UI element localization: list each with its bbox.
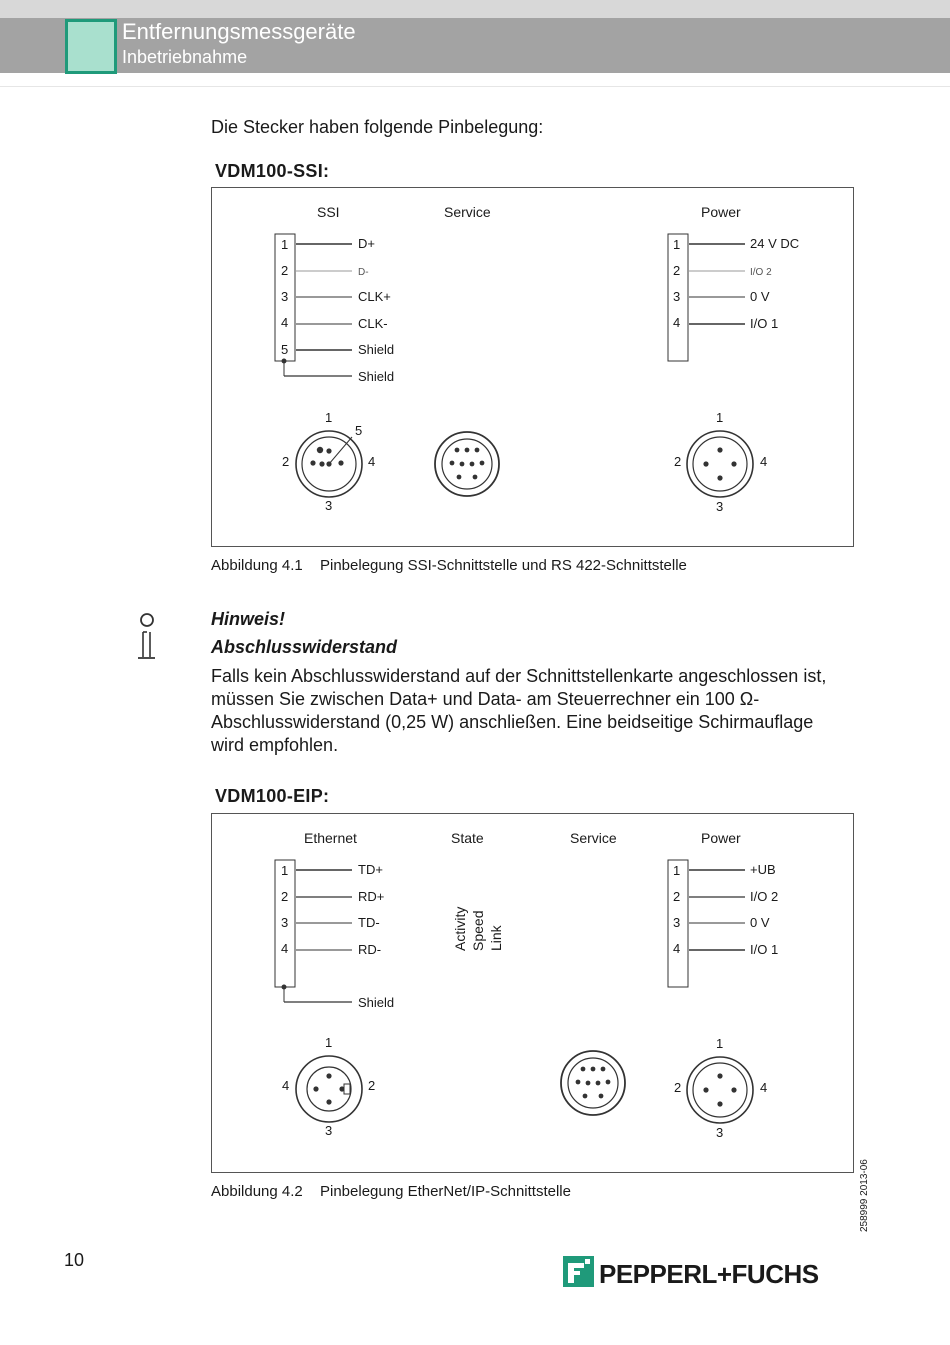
ssi-m12-label-1: 1 [325,410,333,425]
eip-pinout-figure [211,813,854,1173]
ssi-signal-shield-housing: Shield [358,369,395,384]
ethernet-signal-td-minus: TD- [358,915,380,930]
eip-heading: VDM100-EIP: [215,786,330,806]
ssi-m12-label-4: 4 [368,454,376,469]
ssi-signal-d-minus: D- [358,267,369,278]
power-signal-io2: I/O 2 [750,889,779,904]
power-signal-io1: I/O 1 [750,316,779,331]
document-code-text: 258999 2013-06 [859,1159,870,1232]
header-subtitle: Inbetriebnahme [122,47,248,67]
ethernet-m12-label-4: 4 [282,1078,290,1093]
power-pin-4: 4 [673,315,681,330]
intro-text: Die Stecker haben folgende Pinbelegung: [211,117,544,137]
state-led-link: Link [488,925,504,951]
ssi-m12-label-2: 2 [282,454,290,469]
ethernet-m12-connector [296,1056,362,1122]
ethernet-pin-1: 1 [281,863,289,878]
power-m12-label-4: 4 [760,1080,768,1095]
note-subtitle: Abschlusswiderstand [211,637,398,657]
power-signal-0v: 0 V [750,915,770,930]
caption-text: Pinbelegung SSI-Schnittstelle und RS 422-Schnittstelle [320,557,687,574]
ssi-column-label: SSI [317,204,340,220]
ssi-pinout-diagram [212,188,853,546]
power-pin-2: 2 [673,889,681,904]
ssi-pinout-figure [211,187,854,547]
ssi-heading: VDM100-SSI: [215,161,330,181]
ssi-m12-label-5: 5 [355,423,363,438]
power-pin-2: 2 [673,263,681,278]
ethernet-signal-rd-minus: RD- [358,942,382,957]
service-column-label: Service [444,204,491,220]
service-connector [435,432,499,496]
ethernet-pin-2: 2 [281,889,289,904]
power-m12-connector [687,431,753,497]
top-strip [0,0,950,18]
ssi-m12-label-3: 3 [325,498,333,513]
power-column-label: Power [701,830,741,846]
power-m12-label-2: 2 [674,1080,682,1095]
power-pin-4: 4 [673,941,681,956]
ethernet-m12-label-3: 3 [325,1123,333,1138]
info-icon [134,612,160,662]
power-m12-label-3: 3 [716,1125,724,1140]
note-body: Falls kein Abschlusswiderstand auf der Schnittstellenkarte angeschlossen ist, müssen Sie zwischen Data+ und Data- am Steuerrechner ein 100 Ω-Abschlusswiderstand (0,25 W) anschließen. Eine beidseitige Schirmauflage wird empfohlen. [211,666,827,755]
ssi-pin-3: 3 [281,289,289,304]
chapter-marker [65,19,117,74]
power-pin-1: 1 [673,863,681,878]
service-column-label: Service [570,830,617,846]
state-column-label: State [451,830,484,846]
ssi-signal-shield: Shield [358,342,395,357]
service-connector [561,1051,625,1115]
logo-text: PEPPERL+FUCHS [599,1259,819,1289]
ssi-pin-5: 5 [281,342,289,357]
header-title: Entfernungsmessgeräte [122,19,356,44]
ssi-signal-d-plus: D+ [358,236,375,251]
caption-label: Abbildung 4.2 [211,1183,303,1200]
caption-label: Abbildung 4.1 [211,557,303,574]
ethernet-signal-td-plus: TD+ [358,862,383,877]
ethernet-column-label: Ethernet [304,830,357,846]
ethernet-signal-rd-plus: RD+ [358,889,385,904]
page-number: 10 [64,1250,85,1270]
figure-caption-4-1 [211,557,687,574]
header-divider [0,86,950,87]
power-pin-3: 3 [673,915,681,930]
ethernet-m12-label-1: 1 [325,1035,333,1050]
power-m12-connector [687,1057,753,1123]
document-code [855,1148,871,1232]
ssi-signal-clk-plus: CLK+ [358,289,391,304]
ethernet-pin-4: 4 [281,941,289,956]
ethernet-pin-3: 3 [281,915,289,930]
power-pin-1: 1 [673,237,681,252]
state-led-speed: Speed [470,910,486,951]
ethernet-m12-label-2: 2 [368,1078,376,1093]
ssi-signal-clk-minus: CLK- [358,316,388,331]
power-pin-3: 3 [673,289,681,304]
power-m12-label-2: 2 [674,454,682,469]
power-column-label: Power [701,204,741,220]
power-signal-24v: 24 V DC [750,236,800,251]
caption-text: Pinbelegung EtherNet/IP-Schnittstelle [320,1183,571,1200]
ethernet-signal-shield: Shield [358,995,395,1010]
eip-pinout-diagram [212,814,853,1172]
power-signal-io1: I/O 1 [750,942,779,957]
power-signal-0v: 0 V [750,289,770,304]
ssi-pin-4: 4 [281,315,289,330]
power-m12-label-4: 4 [760,454,768,469]
figure-caption-4-2 [211,1183,571,1200]
ssi-pin-1: 1 [281,237,289,252]
ssi-pin-2: 2 [281,263,289,278]
state-led-activity: Activity [452,906,468,951]
power-signal-io2: I/O 2 [750,267,772,278]
ssi-m12-connector [296,431,362,497]
power-m12-label-1: 1 [716,1036,724,1051]
pepperl-fuchs-logo [563,1256,823,1290]
power-m12-label-1: 1 [716,410,724,425]
power-m12-label-3: 3 [716,499,724,514]
power-signal-ub: +UB [750,862,776,877]
note-title: Hinweis! [211,609,286,629]
